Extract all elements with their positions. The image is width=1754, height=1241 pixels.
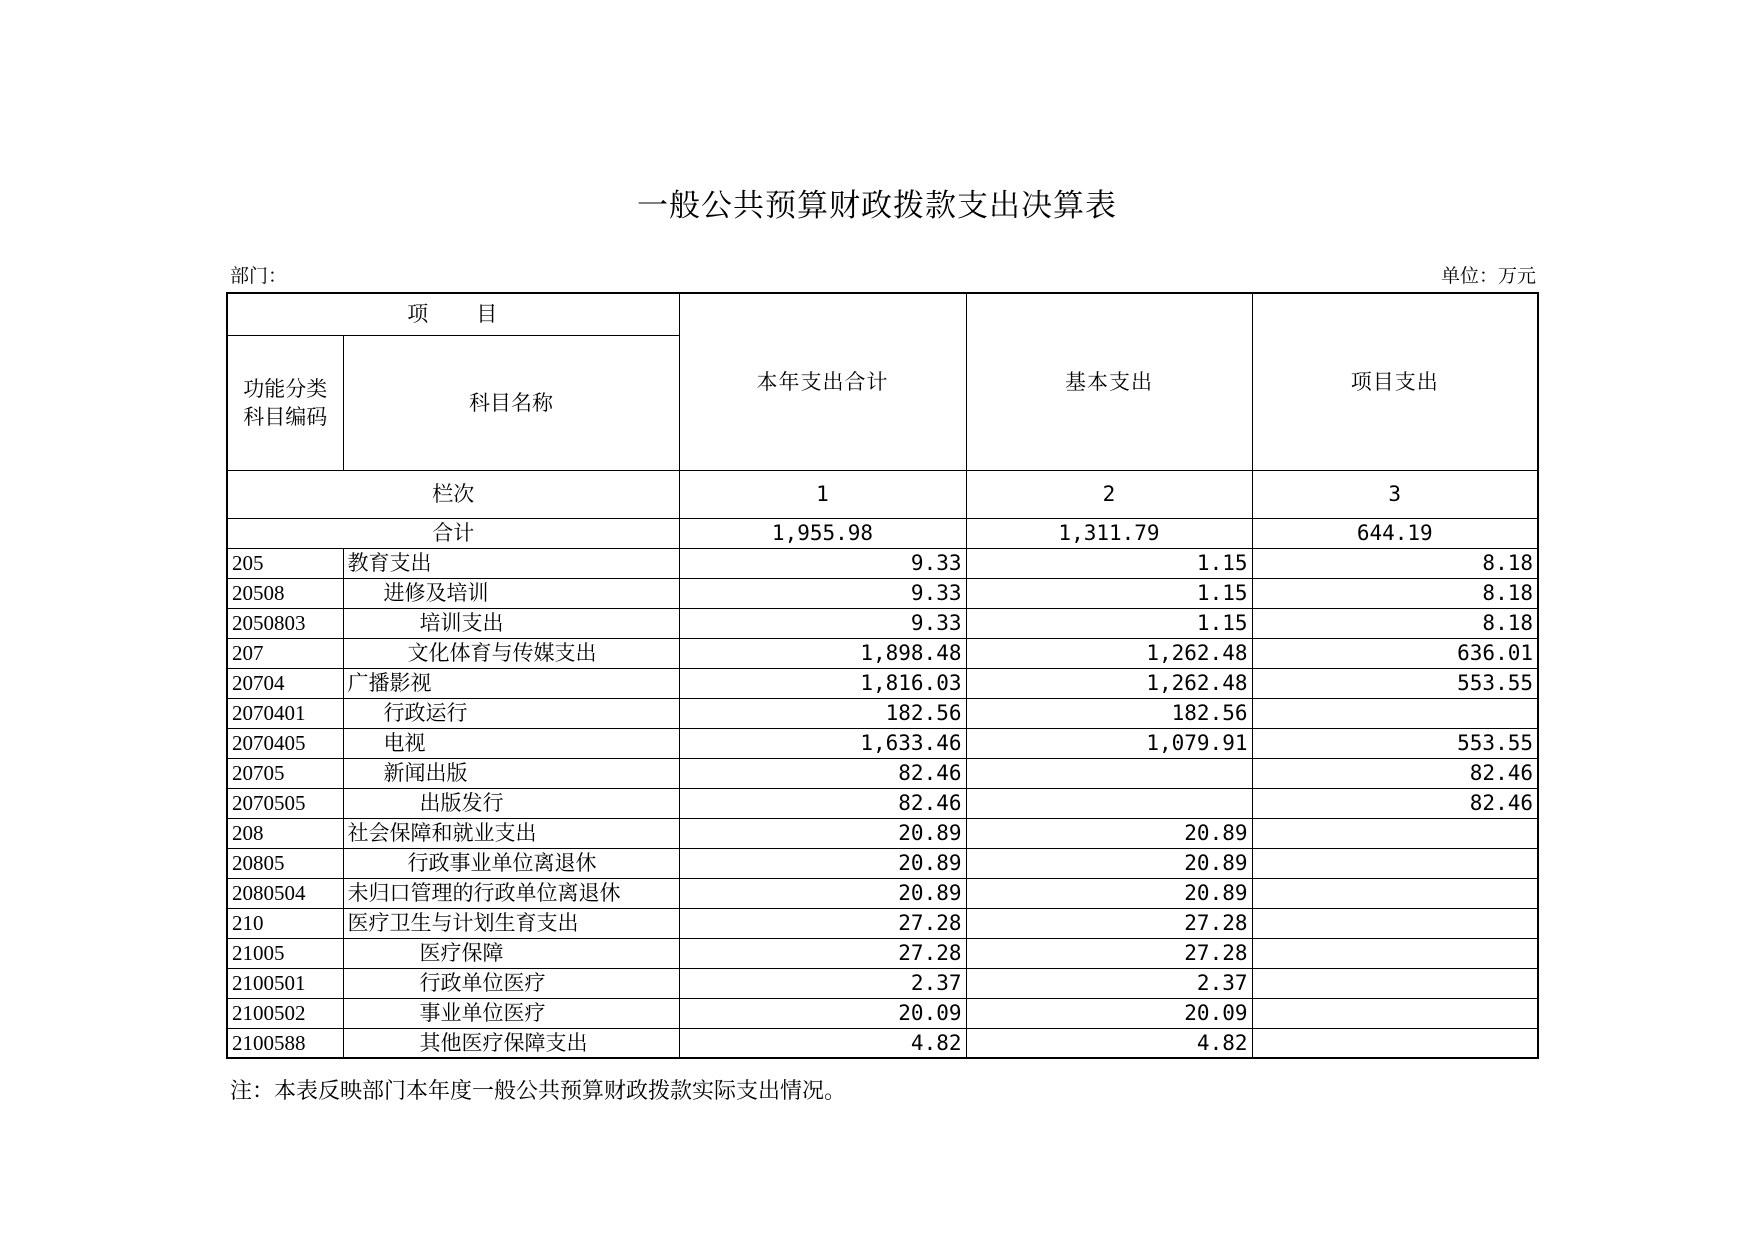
row-basic-expenditure: 20.89 — [966, 818, 1252, 848]
row-project-expenditure: 82.46 — [1252, 788, 1538, 818]
row-subject-name: 事业单位医疗 — [343, 998, 679, 1028]
header-item: 项 目 — [227, 293, 679, 335]
row-total-expenditure: 20.89 — [679, 848, 966, 878]
row-basic-expenditure — [966, 758, 1252, 788]
row-subject-name: 出版发行 — [343, 788, 679, 818]
row-project-expenditure: 636.01 — [1252, 638, 1538, 668]
department-label: 部门： — [230, 265, 288, 287]
row-basic-expenditure: 20.89 — [966, 848, 1252, 878]
row-project-expenditure — [1252, 878, 1538, 908]
table-row — [227, 548, 1538, 578]
row-total-expenditure: 27.28 — [679, 938, 966, 968]
row-subject-name: 行政运行 — [343, 698, 679, 728]
row-basic-expenditure — [966, 788, 1252, 818]
row-basic-expenditure: 1.15 — [966, 578, 1252, 608]
row-subject-name: 社会保障和就业支出 — [343, 818, 679, 848]
row-code: 20805 — [227, 848, 343, 878]
table-row — [227, 878, 1538, 908]
row-basic-expenditure: 182.56 — [966, 698, 1252, 728]
table-row — [227, 758, 1538, 788]
table-row — [227, 638, 1538, 668]
table-row — [227, 1028, 1538, 1058]
total-label: 合计 — [227, 518, 679, 548]
row-basic-expenditure: 1.15 — [966, 608, 1252, 638]
row-code: 2080504 — [227, 878, 343, 908]
table-row — [227, 668, 1538, 698]
row-total-expenditure: 20.09 — [679, 998, 966, 1028]
row-subject-name: 行政单位医疗 — [343, 968, 679, 998]
row-code: 210 — [227, 908, 343, 938]
row-total-expenditure: 27.28 — [679, 908, 966, 938]
row-basic-expenditure: 20.09 — [966, 998, 1252, 1028]
page-title: 一般公共预算财政拨款支出决算表 — [637, 188, 1117, 224]
row-project-expenditure — [1252, 1028, 1538, 1058]
row-subject-name: 广播影视 — [343, 668, 679, 698]
row-code: 2050803 — [227, 608, 343, 638]
row-code: 20508 — [227, 578, 343, 608]
row-basic-expenditure: 2.37 — [966, 968, 1252, 998]
row-project-expenditure: 553.55 — [1252, 668, 1538, 698]
row-project-expenditure — [1252, 698, 1538, 728]
row-code: 2070405 — [227, 728, 343, 758]
footnote: 注：本表反映部门本年度一般公共预算财政拨款实际支出情况。 — [230, 1079, 847, 1104]
table-row — [227, 908, 1538, 938]
row-total-expenditure: 182.56 — [679, 698, 966, 728]
row-project-expenditure — [1252, 998, 1538, 1028]
column-index-2: 2 — [966, 470, 1252, 518]
header-code-line2: 科目编码 — [243, 404, 328, 429]
row-project-expenditure — [1252, 908, 1538, 938]
row-project-expenditure — [1252, 938, 1538, 968]
expenditure-table — [226, 292, 1539, 1059]
row-total-expenditure: 2.37 — [679, 968, 966, 998]
row-project-expenditure — [1252, 818, 1538, 848]
row-total-expenditure: 20.89 — [679, 818, 966, 848]
row-code: 2070505 — [227, 788, 343, 818]
row-total-expenditure: 9.33 — [679, 608, 966, 638]
row-subject-name: 进修及培训 — [343, 578, 679, 608]
row-subject-name: 电视 — [343, 728, 679, 758]
table-row — [227, 848, 1538, 878]
row-project-expenditure: 8.18 — [1252, 578, 1538, 608]
row-basic-expenditure: 1,262.48 — [966, 668, 1252, 698]
header-subject-name: 科目名称 — [343, 335, 679, 470]
row-total-expenditure: 20.89 — [679, 878, 966, 908]
header-code-line1: 功能分类 — [243, 376, 328, 401]
row-total-expenditure: 9.33 — [679, 548, 966, 578]
row-subject-name: 文化体育与传媒支出 — [343, 638, 679, 668]
row-basic-expenditure: 1.15 — [966, 548, 1252, 578]
row-code: 2070401 — [227, 698, 343, 728]
column-index-1: 1 — [679, 470, 966, 518]
row-total-expenditure: 82.46 — [679, 758, 966, 788]
row-basic-expenditure: 27.28 — [966, 938, 1252, 968]
row-project-expenditure: 8.18 — [1252, 608, 1538, 638]
column-index-label: 栏次 — [227, 470, 679, 518]
table-row — [227, 608, 1538, 638]
total-value-2: 1,311.79 — [966, 518, 1252, 548]
header-total-expenditure: 本年支出合计 — [679, 293, 966, 470]
row-subject-name: 其他医疗保障支出 — [343, 1028, 679, 1058]
row-total-expenditure: 82.46 — [679, 788, 966, 818]
table-row — [227, 998, 1538, 1028]
row-basic-expenditure: 27.28 — [966, 908, 1252, 938]
row-basic-expenditure: 1,262.48 — [966, 638, 1252, 668]
row-project-expenditure: 8.18 — [1252, 548, 1538, 578]
header-project-expenditure: 项目支出 — [1252, 293, 1538, 470]
total-value-1: 1,955.98 — [679, 518, 966, 548]
row-code: 21005 — [227, 938, 343, 968]
row-total-expenditure: 9.33 — [679, 578, 966, 608]
total-row — [227, 518, 1538, 548]
row-project-expenditure: 553.55 — [1252, 728, 1538, 758]
row-subject-name: 教育支出 — [343, 548, 679, 578]
row-subject-name: 培训支出 — [343, 608, 679, 638]
row-basic-expenditure: 20.89 — [966, 878, 1252, 908]
table-row — [227, 938, 1538, 968]
row-code: 2100501 — [227, 968, 343, 998]
row-total-expenditure: 1,816.03 — [679, 668, 966, 698]
table-row — [227, 698, 1538, 728]
row-code: 20704 — [227, 668, 343, 698]
header-function-code — [227, 335, 343, 470]
total-value-3: 644.19 — [1252, 518, 1538, 548]
row-subject-name: 未归口管理的行政单位离退休 — [343, 878, 679, 908]
row-subject-name: 行政事业单位离退休 — [343, 848, 679, 878]
row-code: 20705 — [227, 758, 343, 788]
table-row — [227, 818, 1538, 848]
row-basic-expenditure: 1,079.91 — [966, 728, 1252, 758]
row-code: 205 — [227, 548, 343, 578]
column-index-3: 3 — [1252, 470, 1538, 518]
row-subject-name: 新闻出版 — [343, 758, 679, 788]
row-project-expenditure — [1252, 848, 1538, 878]
table-row — [227, 728, 1538, 758]
row-subject-name: 医疗卫生与计划生育支出 — [343, 908, 679, 938]
column-index-row — [227, 470, 1538, 518]
row-code: 2100588 — [227, 1028, 343, 1058]
row-code: 208 — [227, 818, 343, 848]
table-row — [227, 578, 1538, 608]
row-project-expenditure: 82.46 — [1252, 758, 1538, 788]
header-row-item — [227, 293, 1538, 335]
table-row — [227, 788, 1538, 818]
row-code: 2100502 — [227, 998, 343, 1028]
row-project-expenditure — [1252, 968, 1538, 998]
table-row — [227, 968, 1538, 998]
row-total-expenditure: 1,898.48 — [679, 638, 966, 668]
header-basic-expenditure: 基本支出 — [966, 293, 1252, 470]
row-total-expenditure: 4.82 — [679, 1028, 966, 1058]
row-code: 207 — [227, 638, 343, 668]
row-basic-expenditure: 4.82 — [966, 1028, 1252, 1058]
row-subject-name: 医疗保障 — [343, 938, 679, 968]
unit-label: 单位：万元 — [1440, 265, 1536, 287]
row-total-expenditure: 1,633.46 — [679, 728, 966, 758]
